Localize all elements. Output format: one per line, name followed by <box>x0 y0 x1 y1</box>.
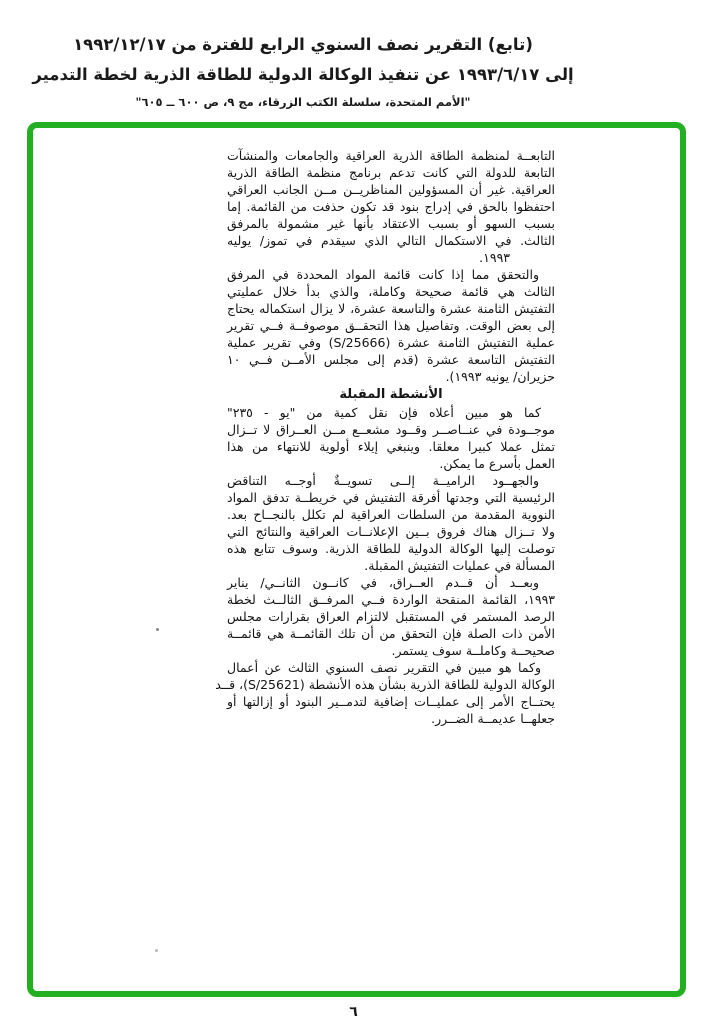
document-header <box>23 30 583 112</box>
text-line: والجهــود الراميــة إلــى تسويــةٌ أوجــه التناقض <box>227 473 539 488</box>
source-citation: "الأمم المتحدة، سلسلة الكتب الزرقاء، مج ٩، ص ٦٠٠ ــ ٦٠٥" <box>135 95 471 109</box>
paragraph <box>215 659 555 727</box>
scan-speck <box>155 949 158 952</box>
text-line: جعلهــا عديمــة الضــرر. <box>431 711 555 726</box>
page-number: ٦ <box>349 1004 358 1020</box>
text-line: التابعــة لمنظمة الطاقة الذرية العراقية والجامعات والمنشآت <box>227 148 555 163</box>
text-line: التفتيش التاسعة عشرة (قدم إلى مجلس الأمــن فــي ١٠ <box>227 352 555 367</box>
text-line: والتحقق مما إذا كانت قائمة المواد المحددة في المرفق <box>227 267 539 282</box>
text-line: ولا تــزال هناك فروق بــين الإعلانــات العراقية والنتائج التي <box>227 524 555 539</box>
text-line: حزيران/ يونيه ١٩٩٣). <box>445 369 555 384</box>
text-line: النووية المقدمة من السلطات العراقية لم تكلل بالنجــاح بعد. <box>227 507 555 522</box>
text-line: عملية التفتيش الثامنة عشرة (S/25666) وفي تقرير عملية <box>227 335 555 350</box>
text-line: صحيحــة وكاملــة سوف يستمر. <box>391 643 555 658</box>
text-line: وكما هو مبين في التقرير نصف السنوي الثالث عن أعمال <box>227 660 541 675</box>
body-text-column <box>215 147 555 727</box>
text-line: موجــودة في عنــاصــر وقــود مشعــع مــن العــراق لا تــزال <box>227 422 555 437</box>
text-line: إلى بعض الوقت. وتفاصيل هذا التحقــق موصوفــة فــي تقرير <box>227 318 555 333</box>
text-line: كما هو مبين أعلاه فإن نقل كمية من "يو - ٢٣٥" <box>227 405 541 420</box>
header-title-line-1: (تابع) التقرير نصف السنوي الرابع للفترة من ١٩٩٢/١٢/١٧ <box>73 35 533 54</box>
text-line: الوكالة الدولية للطاقة الذرية بشأن هذه الأنشطة (S/25621)، قــد <box>215 677 555 692</box>
paragraph <box>227 472 555 574</box>
text-line: المسألة في عمليات التفتيش المقبلة. <box>364 558 555 573</box>
text-line: الثالث. في الاستكمال التالي الذي سيقدم في تموز/ يوليه <box>227 233 555 248</box>
text-line: التفتيش الثامنة عشرة والتاسعة عشرة، لا يزال استكماله يحتاج <box>227 301 555 316</box>
paragraph <box>227 266 555 385</box>
paragraph <box>227 404 555 472</box>
text-line: ١٩٩٣، القائمة المنقحة الواردة فــي المرفــق الثالــث لخطة <box>227 592 555 607</box>
text-line: احتفظوا بالحق في إدراج بنود قد تكون حذفت من القائمة. إما <box>227 199 555 214</box>
paragraph <box>227 147 555 266</box>
text-line: ١٩٩٣. <box>479 250 510 265</box>
text-line: الأمن ذات الصلة فإن التحقق من أن تلك القائمــة هي قائمــة <box>227 626 555 641</box>
header-title-line-2: إلى ١٩٩٣/٦/١٧ عن تنفيذ الوكالة الدولية للطاقة الذرية لخطة التدمير <box>32 65 574 84</box>
text-line: التابعة للدولة التي كانت تدعم برنامج منظمة الطاقة الذرية <box>227 165 555 180</box>
text-line: تمثل عملا كبيرا معلقا. وينبغي إيلاء أولوية للانتهاء من هذا <box>227 439 555 454</box>
text-line: الرصد المستمر في المستقبل لالتزام العراق بقرارات مجلس <box>227 609 555 624</box>
section-heading: الأنشطة المقبلة <box>339 387 443 402</box>
text-line: يحتــاج الأمر إلى عمليــات إضافية لتدمــير البنود أو إزالتها أو <box>227 694 555 709</box>
text-line: العمل بأسرع ما يمكن. <box>439 456 555 471</box>
text-line: الرئيسية التي وجدتها أفرقة التفتيش في خريطــة تدفق المواد <box>227 490 555 505</box>
text-line: الثالث هي قائمة صحيحة وكاملة، والذي بدأ خلال عمليتي <box>227 284 555 299</box>
text-line: وبعــد أن قــدم العــراق، في كانــون الثانــي/ يناير <box>227 575 539 590</box>
text-line: بسبب السهو أو بسبب الاعتقاد بأنها غير مشمولة بالمرفق <box>227 216 555 231</box>
paragraph <box>227 574 555 659</box>
text-line: العراقية. غير أن المسؤولين المناظريــن مــن الجانب العراقي <box>227 182 555 197</box>
scan-speck <box>156 628 159 631</box>
text-line: توصلت إليها الوكالة الدولية للطاقة الذرية. وسوف تتابع هذه <box>227 541 555 556</box>
